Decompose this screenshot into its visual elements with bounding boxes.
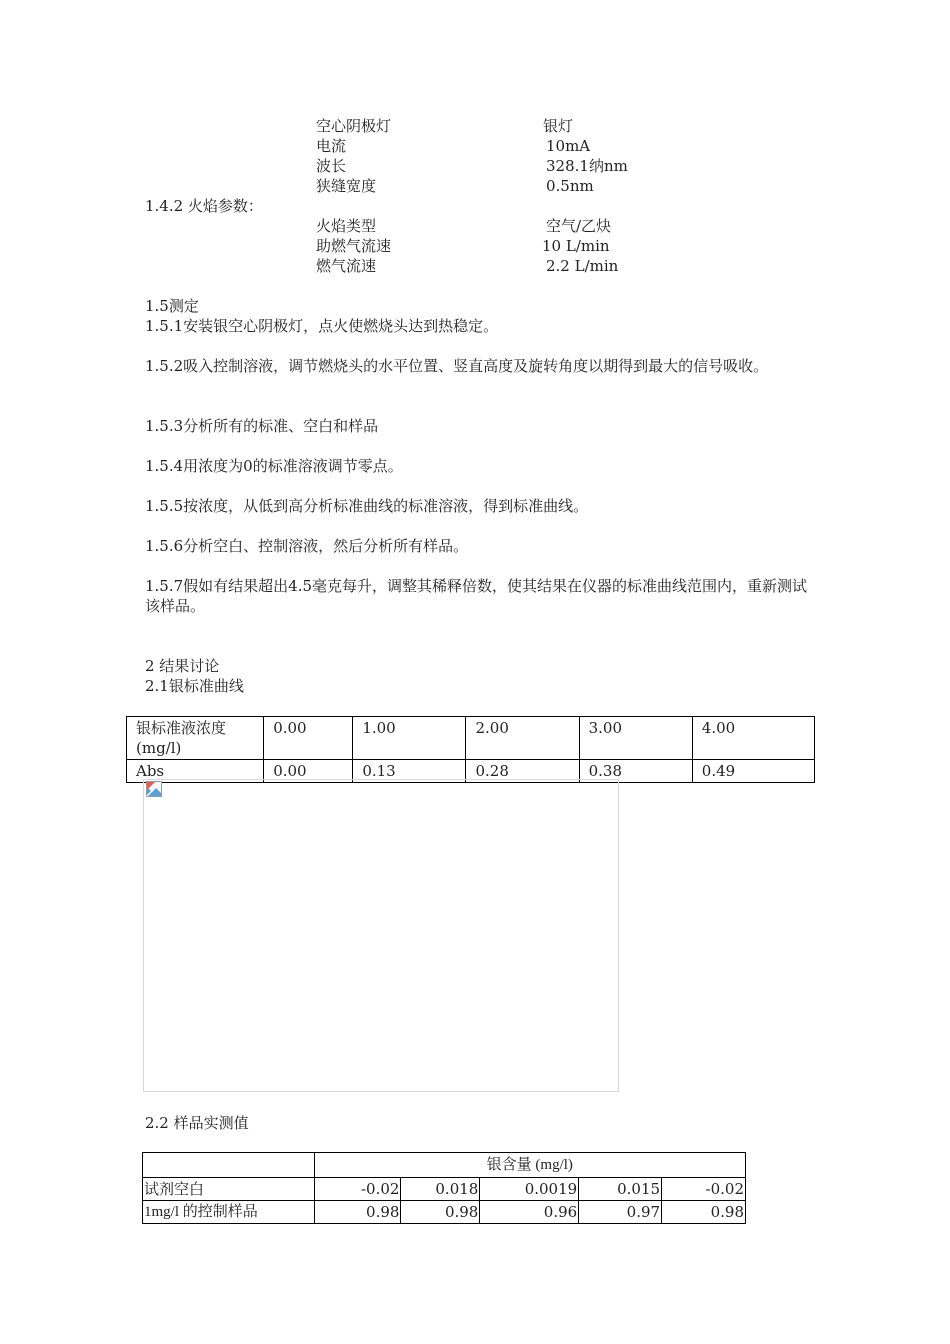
table-row	[143, 1178, 746, 1201]
measure-step: 1.5.6分析空白、控制溶液，然后分析所有样品。	[145, 537, 469, 555]
table-cell: 0.98	[401, 1201, 480, 1224]
table-cell: 3.00	[579, 717, 692, 760]
table-cell: 1.00	[353, 717, 466, 760]
table-cell: 0.96	[480, 1201, 579, 1224]
lamp-param-value: 银灯	[543, 117, 574, 135]
table-cell: 0.00	[264, 717, 353, 760]
table-cell: 2.00	[466, 717, 579, 760]
measure-step: 1.5.3分析所有的标准、空白和样品	[145, 417, 379, 435]
flame-param-value: 10 L/min	[542, 237, 610, 255]
flame-heading: 1.4.2 火焰参数：	[145, 197, 263, 215]
table-cell: 4.00	[692, 717, 814, 760]
lamp-param-value: 328.1纳nm	[546, 157, 628, 175]
flame-param-label: 助燃气流速	[316, 237, 392, 255]
table-cell: 0.38	[579, 760, 692, 783]
lamp-param-label: 空心阴极灯	[316, 117, 392, 135]
table-row	[143, 1153, 746, 1178]
curve-heading: 2.1银标准曲线	[145, 677, 244, 695]
measure-step: 1.5.2吸入控制溶液，调节燃烧头的水平位置、竖直高度及旋转角度以期得到最大的信号吸收。	[145, 357, 769, 375]
table-cell: Abs	[127, 760, 264, 783]
table-cell: 0.98	[314, 1201, 401, 1224]
broken-image-icon	[146, 781, 162, 797]
measure-step: 1.5.1安装银空心阴极灯，点火使燃烧头达到热稳定。	[145, 317, 499, 335]
table-cell	[143, 1153, 315, 1178]
lamp-param-label: 波长	[316, 157, 347, 175]
table-cell: -0.02	[662, 1178, 746, 1201]
table-cell: 0.13	[353, 760, 466, 783]
lamp-param-value: 0.5nm	[546, 177, 594, 195]
table-cell: 0.98	[662, 1201, 746, 1224]
silver-content-header: 银含量 (mg/l)	[314, 1153, 745, 1178]
table-cell: 银标准液浓度(mg/l)	[127, 717, 264, 760]
flame-param-label: 火焰类型	[316, 217, 377, 235]
table-cell: 1mg/l 的控制样品	[143, 1201, 315, 1224]
sample-table	[142, 1152, 746, 1224]
table-cell: -0.02	[314, 1178, 401, 1201]
table-row	[127, 717, 815, 760]
table-cell: 0.0019	[480, 1178, 579, 1201]
table-cell: 0.28	[466, 760, 579, 783]
sample-heading: 2.2 样品实测值	[145, 1114, 249, 1132]
table-cell: 0.00	[264, 760, 353, 783]
table-cell: 0.018	[401, 1178, 480, 1201]
flame-param-value: 2.2 L/min	[546, 257, 619, 275]
measure-step: 1.5.4用浓度为0的标准溶液调节零点。	[145, 457, 403, 475]
table-cell: 0.97	[579, 1201, 662, 1224]
table-cell: 试剂空白	[143, 1178, 315, 1201]
results-heading: 2 结果讨论	[145, 657, 220, 675]
measure-heading: 1.5测定	[145, 297, 199, 315]
measure-step: 1.5.5按浓度，从低到高分析标准曲线的标准溶液，得到标准曲线。	[145, 497, 589, 515]
chart-image-placeholder	[143, 779, 619, 1092]
measure-step: 1.5.7假如有结果超出4.5毫克每升，调整其稀释倍数，使其结果在仪器的标准曲线范围内，重新测试该样品。	[145, 577, 808, 615]
table-row	[143, 1201, 746, 1224]
flame-param-value: 空气/乙炔	[546, 217, 612, 235]
table-cell: 0.49	[692, 760, 814, 783]
table-cell: 0.015	[579, 1178, 662, 1201]
lamp-param-value: 10mA	[546, 137, 591, 155]
lamp-param-label: 电流	[316, 137, 347, 155]
flame-param-label: 燃气流速	[316, 257, 377, 275]
lamp-param-label: 狭缝宽度	[316, 177, 377, 195]
standard-curve-table	[126, 716, 815, 783]
